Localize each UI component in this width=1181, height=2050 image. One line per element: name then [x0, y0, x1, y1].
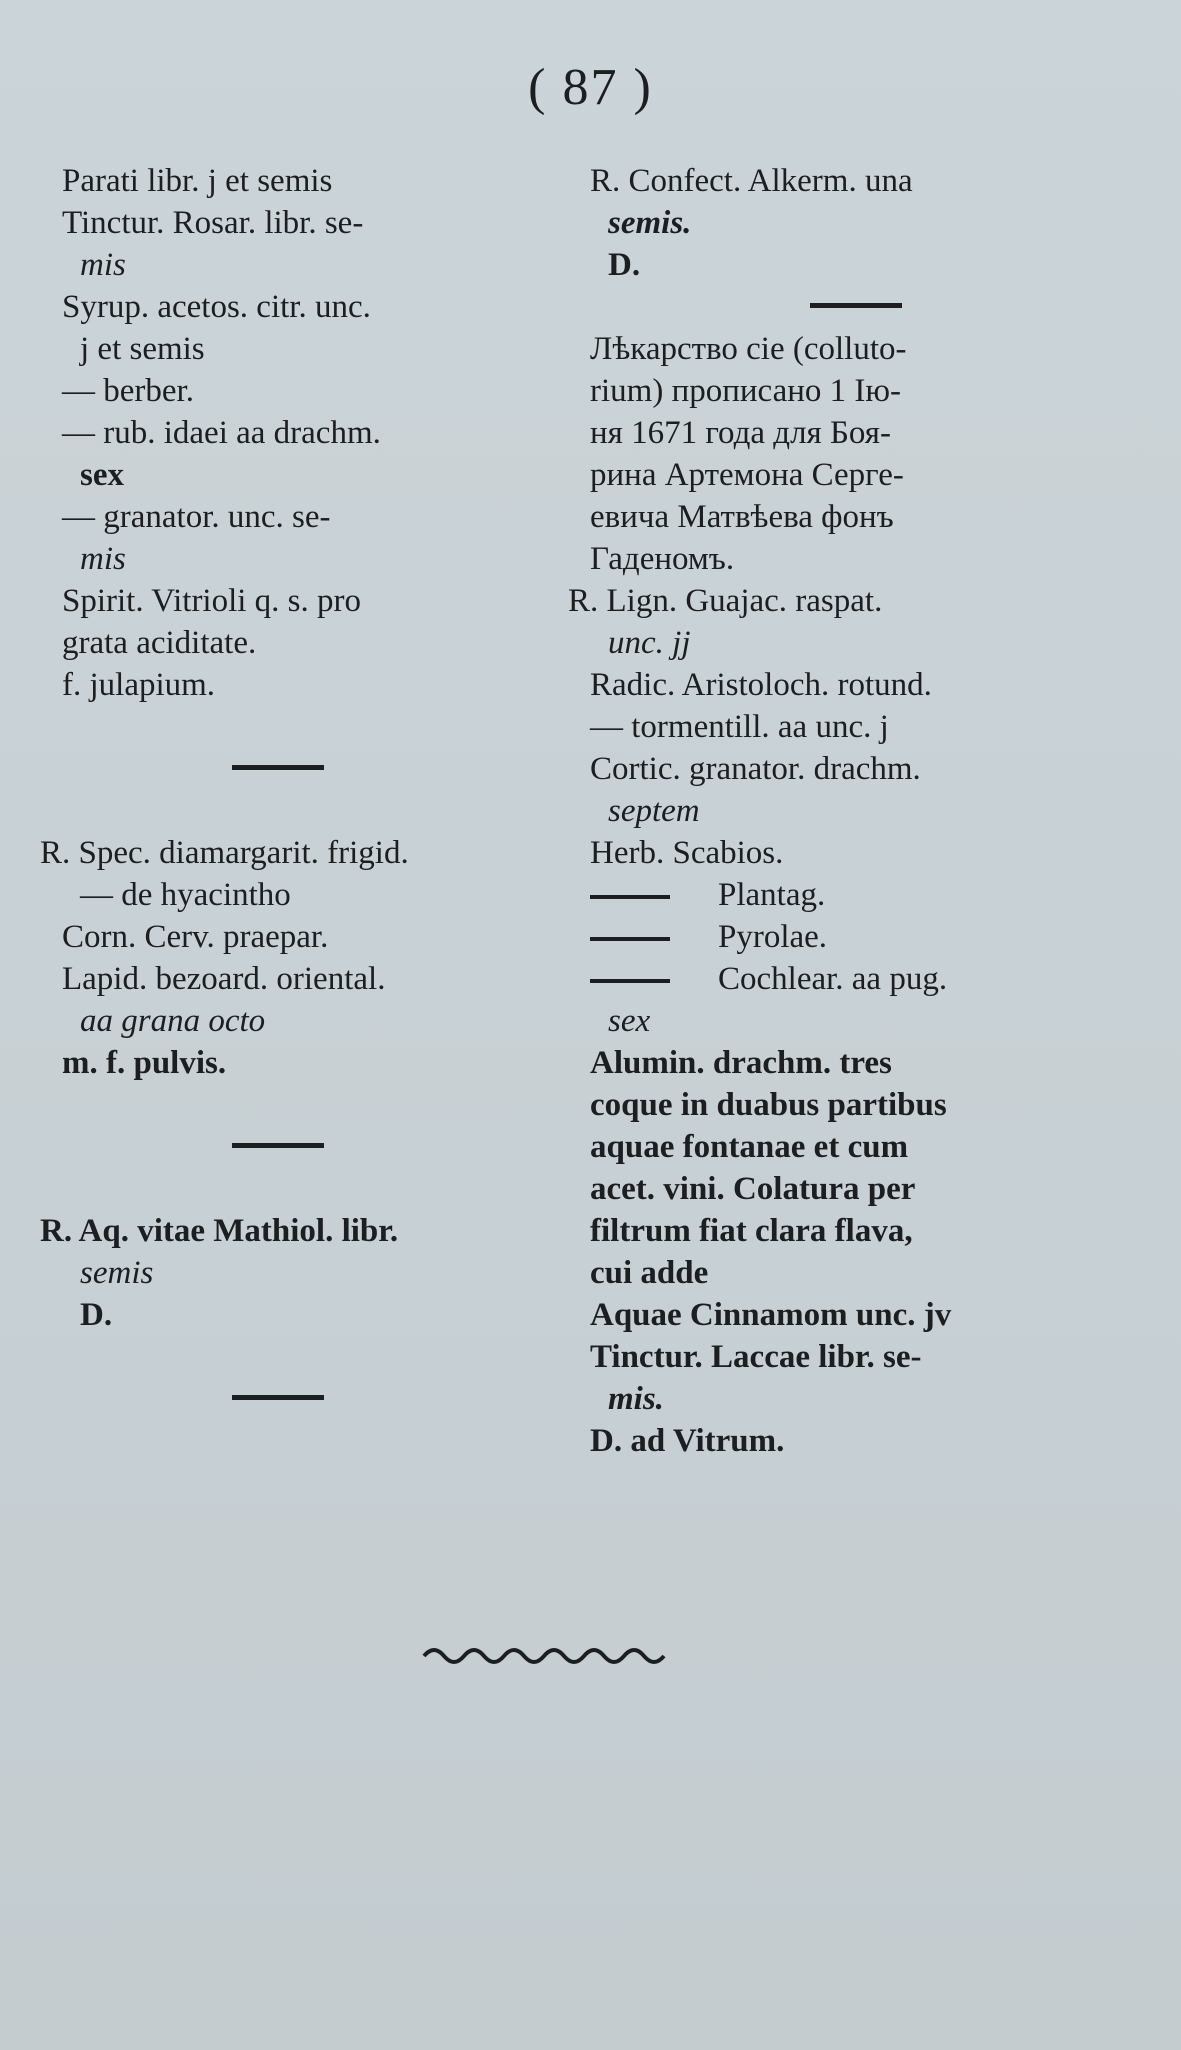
text-line: D.: [608, 247, 641, 283]
text-line: Tinctur. Laccae libr. se-: [590, 1339, 922, 1375]
text-fragment: Plantag.: [718, 877, 826, 913]
text-line: R. Aq. vitae Mathiol. libr.: [40, 1213, 399, 1249]
text-line: Radic. Aristoloch. rotund.: [590, 667, 932, 703]
text-line: cui adde: [590, 1255, 709, 1291]
dash-rule: [590, 895, 670, 899]
section-divider: [62, 748, 562, 790]
text-line: sex: [608, 1003, 651, 1039]
text-line-with-dash: [590, 916, 1130, 958]
text-line: coque in duabus partibus: [590, 1087, 947, 1123]
text-line: Cortic. granator. drachm.: [590, 751, 921, 787]
text-line: — tormentill. aa unc. j: [590, 709, 889, 745]
page-number: ( 87 ): [528, 59, 653, 116]
text-line: евича Матвѣева фонъ: [590, 499, 894, 535]
text-line: Alumin. drachm. tres: [590, 1045, 892, 1081]
text-line: D.: [80, 1297, 113, 1333]
text-line: D. ad Vitrum.: [590, 1423, 785, 1459]
text-line: sex: [80, 457, 124, 493]
text-line: m. f. pulvis.: [62, 1045, 227, 1081]
text-line: R. Confect. Alkerm. una: [590, 163, 913, 199]
section-divider: [62, 1378, 562, 1420]
text-line: Spirit. Vitrioli q. s. pro: [62, 583, 362, 619]
end-ornament: [420, 1638, 680, 1668]
text-line: Aquae Cinnamom unc. jv: [590, 1297, 952, 1333]
text-line: semis: [80, 1255, 154, 1291]
text-line: Лѣкарство сіе (colluto-: [590, 331, 907, 367]
spacer: [62, 1336, 562, 1378]
section-divider: [590, 286, 1130, 328]
text-line: R. Spec. diamargarit. frigid.: [40, 835, 409, 871]
text-line: aa grana octo: [80, 1003, 266, 1039]
text-line: Lapid. bezoard. oriental.: [62, 961, 386, 997]
text-line: R. Lign. Guajac. raspat.: [568, 583, 883, 619]
text-line: Гаденомъ.: [590, 541, 735, 577]
spacer: [62, 790, 562, 832]
text-line: mis: [80, 541, 126, 577]
text-line: — granator. unc. se-: [62, 499, 331, 535]
text-line: septem: [608, 793, 700, 829]
text-line: mis.: [608, 1381, 664, 1417]
text-line: unc. jj: [608, 625, 691, 661]
text-line: ня 1671 года для Боя-: [590, 415, 891, 451]
text-line: f. julapium.: [62, 667, 216, 703]
text-line: Syrup. acetos. citr. unc.: [62, 289, 371, 325]
spacer: [62, 706, 562, 748]
text-line: Herb. Scabios.: [590, 835, 784, 871]
text-line-with-dash: [590, 958, 1130, 1000]
right-column: [568, 160, 1130, 1462]
text-line: Tinctur. Rosar. libr. se-: [62, 205, 364, 241]
text-line: — rub. idaei aa drachm.: [62, 415, 381, 451]
section-divider: [62, 1126, 562, 1168]
text-line: Corn. Cerv. praepar.: [62, 919, 329, 955]
text-line: aquae fontanae et cum: [590, 1129, 909, 1165]
dash-rule: [590, 937, 670, 941]
text-line: acet. vini. Colatura per: [590, 1171, 916, 1207]
text-line: рина Артемона Серге-: [590, 457, 904, 493]
text-line: mis: [80, 247, 126, 283]
text-line: — de hyacintho: [80, 877, 291, 913]
text-fragment: Cochlear. aa pug.: [718, 961, 948, 997]
text-line: filtrum fiat clara flava,: [590, 1213, 913, 1249]
text-line: semis.: [608, 205, 692, 241]
text-line-with-dash: [590, 874, 1130, 916]
spacer: [62, 1168, 562, 1210]
dash-rule: [590, 979, 670, 983]
text-line: j et semis: [80, 331, 205, 367]
text-line: grata aciditate.: [62, 625, 257, 661]
text-fragment: Pyrolae.: [718, 919, 828, 955]
text-line: — berber.: [62, 373, 194, 409]
spacer: [62, 1084, 562, 1126]
text-line: rium) прописано 1 Ію-: [590, 373, 902, 409]
left-column: [40, 160, 562, 1420]
text-line: Parati libr. j et semis: [62, 163, 333, 199]
